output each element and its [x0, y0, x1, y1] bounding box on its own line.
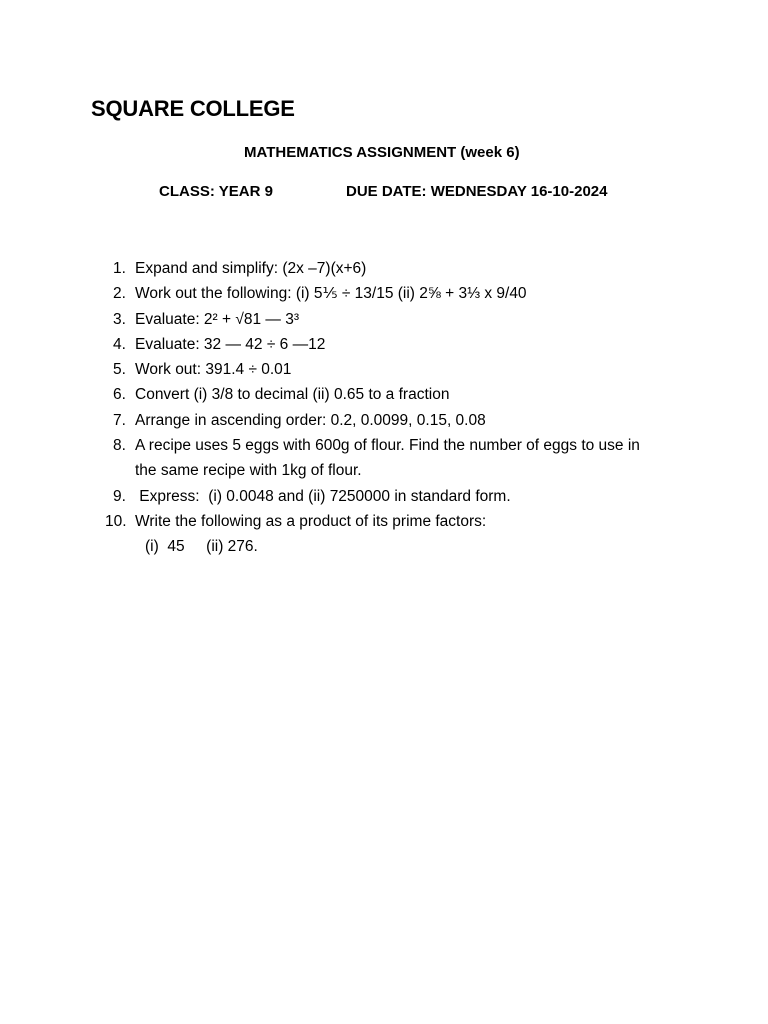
question-text: Express: (i) 0.0048 and (ii) 7250000 in standard form. — [135, 487, 511, 505]
question-list — [0, 256, 768, 560]
question-number: 4. — [113, 335, 126, 353]
question-text: Expand and simplify: (2x –7)(x+6) — [135, 260, 367, 277]
question-number: 5. — [113, 361, 126, 379]
question-item-7 — [0, 408, 675, 433]
question-number: 9. — [113, 487, 126, 505]
question-text-continuation: the same recipe with 1kg of flour. — [135, 462, 362, 480]
question-item-10 — [0, 509, 675, 560]
due-date-label: DUE DATE: WEDNESDAY 16-10-2024 — [346, 183, 608, 200]
question-item-1 — [0, 256, 675, 281]
class-label: CLASS: YEAR 9 — [159, 183, 273, 200]
question-item-5 — [0, 357, 675, 382]
question-text: A recipe uses 5 eggs with 600g of flour. Find the number of eggs to use in — [135, 437, 640, 455]
question-text: Write the following as a product of its prime factors: — [135, 512, 487, 530]
question-number: 3. — [113, 310, 126, 328]
question-number: 6. — [113, 386, 126, 404]
question-item-6 — [0, 382, 675, 407]
question-item-9 — [0, 484, 675, 509]
school-name: SQUARE COLLEGE — [91, 96, 295, 121]
question-number: 8. — [113, 437, 126, 455]
question-text: Arrange in ascending order: 0.2, 0.0099, 0.15, 0.08 — [135, 411, 486, 429]
question-number: 1. — [113, 260, 126, 277]
question-number: 10. — [105, 512, 127, 530]
question-item-4 — [0, 332, 675, 357]
question-number: 7. — [113, 411, 126, 429]
question-text: Work out: 391.4 ÷ 0.01 — [135, 361, 292, 379]
question-number: 2. — [113, 285, 126, 303]
question-text: Convert (i) 3/8 to decimal (ii) 0.65 to a fraction — [135, 386, 450, 404]
assignment-title: MATHEMATICS ASSIGNMENT (week 6) — [244, 144, 520, 161]
question-item-3 — [0, 307, 675, 332]
question-item-2 — [0, 281, 675, 306]
question-text: Evaluate: 2² + √81 — 3³ — [135, 310, 300, 328]
question-item-8 — [0, 433, 675, 484]
question-text: Work out the following: (i) 5⅕ ÷ 13/15 (ii) 2⅝ + 3⅓ x 9/40 — [135, 285, 527, 303]
question-subparts: (i) 45 (ii) 276. — [145, 538, 258, 556]
question-text: Evaluate: 32 — 42 ÷ 6 —12 — [135, 335, 326, 353]
